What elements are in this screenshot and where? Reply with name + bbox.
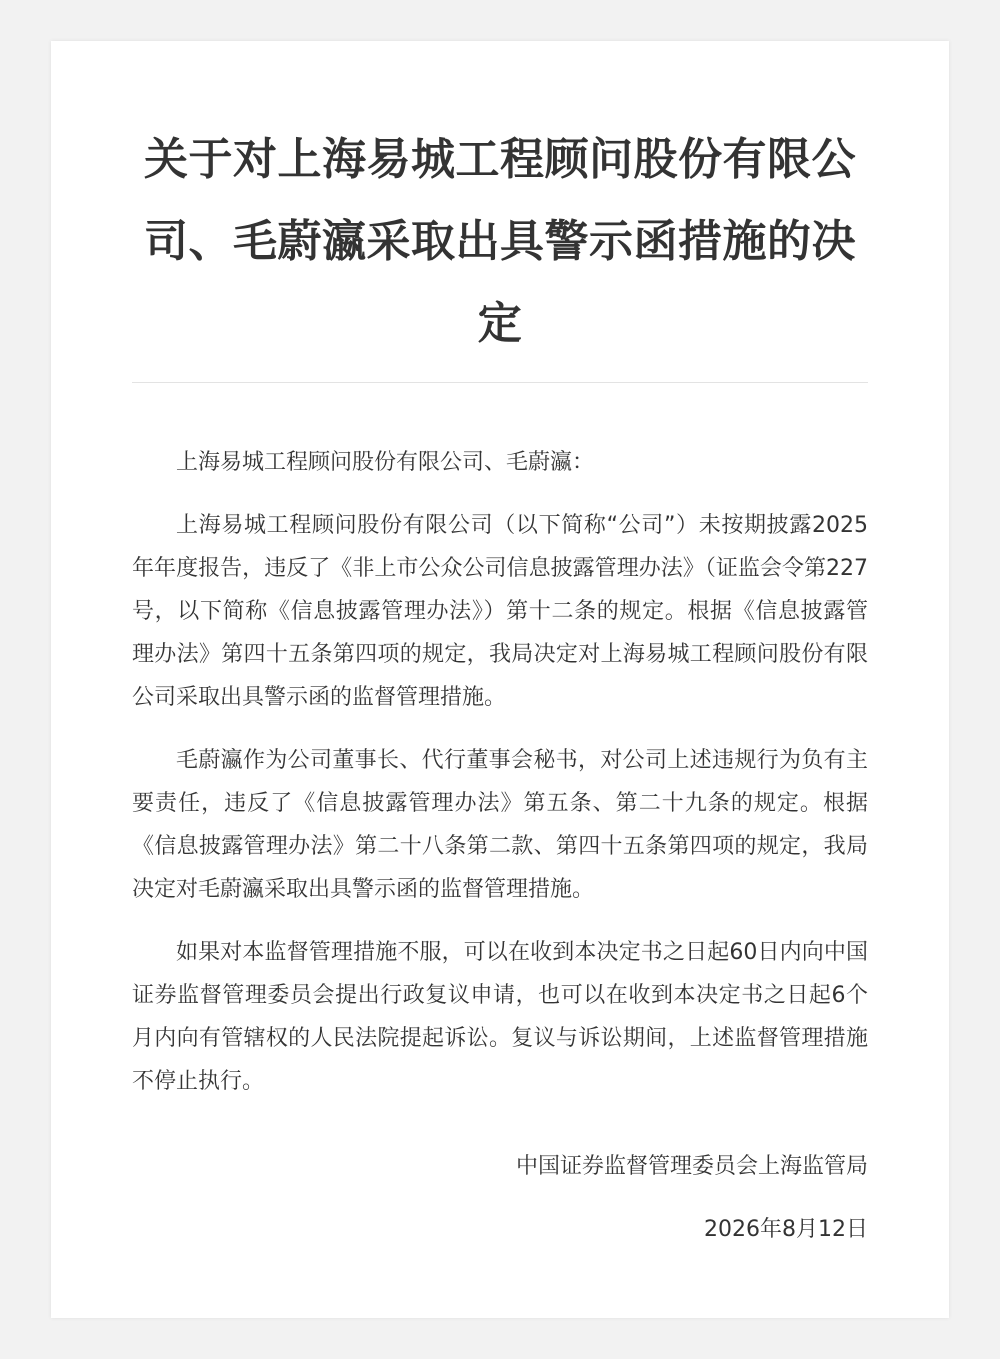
issuer-signature: 中国证券监督管理委员会上海监管局 <box>515 1154 868 1179</box>
document-page <box>51 41 949 1318</box>
addressee: 上海易城工程顾问股份有限公司、毛蔚瀛： <box>176 450 595 475</box>
title-divider <box>132 382 868 383</box>
paragraph-1: 上海易城工程顾问股份有限公司（以下简称“公司”）未按期披露2025年年度报告，违反了《非上市公众公司信息披露管理办法》（证监会令第227号，以下简称《信息披露管理办法》）第十二条的规定。根据《信息披露管理办法》第四十五条第四项的规定，我局决定对上海易城工程顾问股份有限公司采取出具警示函的监督管理措施。 <box>132 513 868 710</box>
document-content <box>132 119 868 1251</box>
paragraph-2: 毛蔚瀛作为公司董事长、代行董事会秘书，对公司上述违规行为负有主要责任，违反了《信息披露管理办法》第五条、第二十九条的规定。根据《信息披露管理办法》第二十八条第二款、第四十五条第四项的规定，我局决定对毛蔚瀛采取出具警示函的监督管理措施。 <box>132 748 868 902</box>
paragraph-3: 如果对本监督管理措施不服，可以在收到本决定书之日起60日内向中国证券监督管理委员会提出行政复议申请，也可以在收到本决定书之日起6个月内向有管辖权的人民法院提起诉讼。复议与诉讼期间，上述监督管理措施不停止执行。 <box>132 940 868 1094</box>
document-body <box>132 441 868 1103</box>
issue-date: 2026年8月12日 <box>704 1217 868 1242</box>
document-title: 关于对上海易城工程顾问股份有限公司、毛蔚瀛采取出具警示函措施的决定 <box>144 134 856 349</box>
